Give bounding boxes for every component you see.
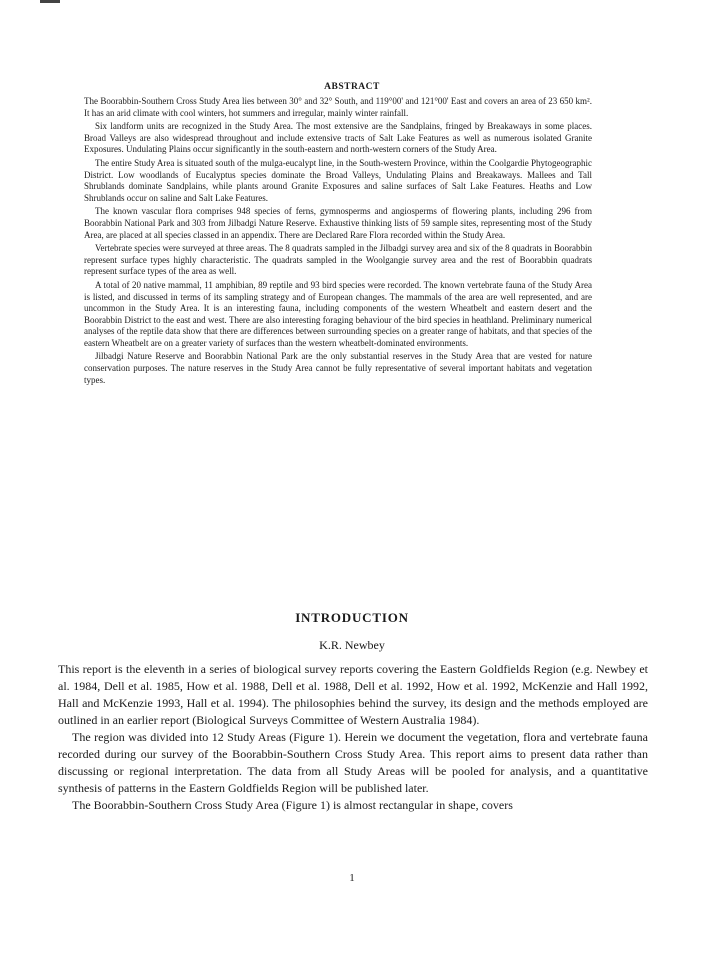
abstract-paragraph: Jilbadgi Nature Reserve and Boorabbin National Park are the only substantial reserves in the Study Area that are vested for nature conservation purposes. The nature reserves in the Study Area cannot be fully representative of several important habitats and vegetation types. [84,351,592,385]
abstract-paragraph: The known vascular flora comprises 948 species of ferns, gymnosperms and angiosperms of flowering plants, including 296 from Boorabbin National Park and 303 from Jilbadgi Nature Reserve. Exhaustive thinking lists of 59 sample sites, representing most of the Study Area, are placed at all species classed in an appendix. There are Declared Rare Flora recorded within the Study Area. [84,206,592,240]
abstract-paragraph: A total of 20 native mammal, 11 amphibian, 89 reptile and 93 bird species were recorded. The known vertebrate fauna of the Study Area is listed, and discussed in terms of its sampling strategy and of European changes. The mammals of the area are well represented, and are uncommon in the Study Area. It is an interesting fauna, including components of the western Wheatbelt and eastern desert and the Boorabbin District to the east and west. There are also interesting foraging behaviour of the bird species in heathland. Preliminary numerical analyses of the reptile data show that there are differences between surrounding species on a greater range of habitats, and that species of the eastern Wheatbelt are on a greater variety of surfaces than the western wheatbelt-dominated environments. [84,279,592,348]
abstract-paragraph: The Boorabbin-Southern Cross Study Area lies between 30° and 32° South, and 119°00' and 121°00' East and covers an area of 23 650 km². It has an arid climate with cool winters, hot summers and irregular, mainly winter rainfall. [84,96,592,118]
abstract-heading: ABSTRACT [324,82,380,92]
author-name: K.R. Newbey [319,638,385,652]
abstract-paragraph: The entire Study Area is situated south of the mulga-eucalypt line, in the South-western Province, within the Coolgardie Phytogeographic District. Low woodlands of Eucalyptus species dominate the Broad Valleys, Undulating Plains and Breakaways. Mallees and Tall Shrublands dominate Sandplains, while plants around Granite Exposures and saline surfaces of Salt Lake Features. Heaths and Low Shrublands occur on saline and Salt Lake Features. [84,157,592,203]
introduction-heading: INTRODUCTION [295,610,409,625]
introduction-paragraph: This report is the eleventh in a series of biological survey reports covering the Eastern Goldfields Region (e.g. Newbey et al. 1984, Dell et al. 1985, How et al. 1988, Dell et al. 1988, Dell et al. 1992, How et al. 1992, McKenzie and Hall 1992, Hall and McKenzie 1993, Hall et al. 1994). The philosophies behind the survey, its design and the methods employed are outlined in an earlier report (Biological Surveys Committee of Western Australia 1984). [58,662,648,727]
abstract-body [84,96,592,388]
page-number: 1 [349,872,355,884]
introduction-paragraph: The region was divided into 12 Study Areas (Figure 1). Herein we document the vegetation, flora and vertebrate fauna recorded during our survey of the Boorabbin-Southern Cross Study Area. This report aims to present data rather than discussing or regional interpretation. The data from all Study Areas will be pooled for analysis, and a quantitative synthesis of patterns in the Eastern Goldfields Region will be published later. [58,730,648,795]
scan-edge-mark [40,0,60,3]
abstract-paragraph: Vertebrate species were surveyed at three areas. The 8 quadrats sampled in the Jilbadgi survey area and six of the 8 quadrats in Boorabbin represent surface types highly characteristic. The quadrats sampled in the Woolgangie survey area and the rest of Boorabbin quadrats represent surface types of the area as well. [84,243,592,277]
introduction-body [58,661,648,814]
introduction-paragraph: The Boorabbin-Southern Cross Study Area (Figure 1) is almost rectangular in shape, covers [72,798,513,812]
abstract-paragraph: Six landform units are recognized in the Study Area. The most extensive are the Sandplains, fringed by Breakaways in some places. Broad Valleys are also widespread throughout and include extensive tracts of Salt Lake Features as well as numerous isolated Granite Exposures. Undulating Plains occur significantly in the south-eastern and north-western corners of the Study Area. [84,121,592,155]
